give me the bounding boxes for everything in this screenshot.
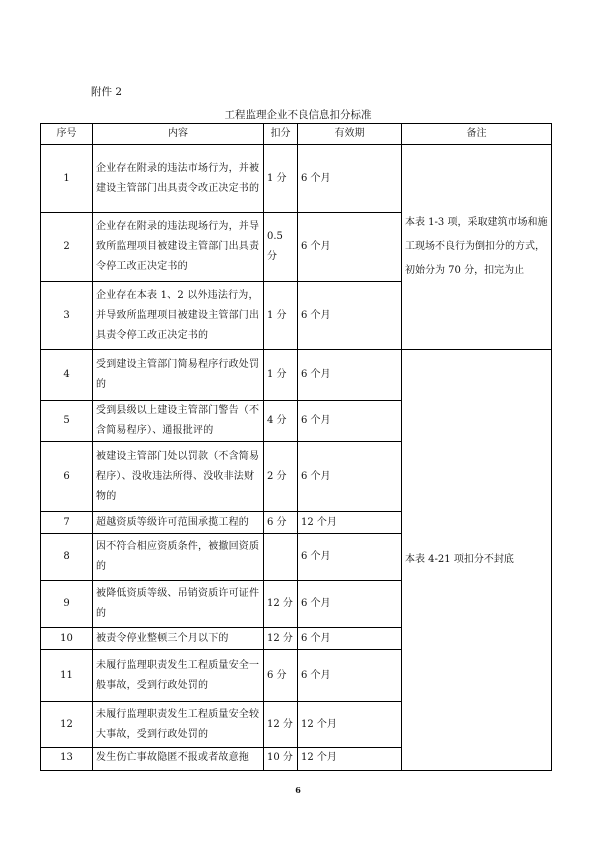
row-content: 发生伤亡事故隐匿不报或者故意拖: [93, 748, 264, 771]
row-content: 被责令停业整顿三个月以下的: [93, 628, 264, 650]
remark-group-1: [402, 145, 552, 350]
table-title: 工程监理企业不良信息扣分标准: [224, 109, 372, 121]
row-content: 被降低资质等级、吊销资质许可证件的: [93, 581, 264, 628]
table-header-row: [41, 124, 552, 145]
row-index: 7: [41, 512, 93, 534]
row-validity: 12 个月: [298, 702, 402, 748]
row-validity: 6 个月: [298, 650, 402, 702]
row-deduction: 0.5 分: [264, 213, 298, 282]
row-index: 3: [41, 282, 93, 350]
remark-text: 本表 4-21 项扣分不封底: [405, 554, 514, 565]
row-deduction: 1 分: [264, 350, 298, 401]
row-index: 4: [41, 350, 93, 401]
row-validity: 6 个月: [298, 534, 402, 581]
header-content: 内容: [93, 124, 264, 145]
row-index: 13: [41, 748, 93, 771]
row-validity: 12 个月: [298, 512, 402, 534]
row-validity: 6 个月: [298, 213, 402, 282]
row-index: 8: [41, 534, 93, 581]
row-deduction: [264, 534, 298, 581]
row-content: 被建设主管部门处以罚款（不含简易程序）、没收违法所得、没收非法财物的: [93, 442, 264, 512]
row-deduction: 10 分: [264, 748, 298, 771]
row-index: 2: [41, 213, 93, 282]
row-validity: 12 个月: [298, 748, 402, 771]
row-index: 1: [41, 145, 93, 213]
row-deduction: 6 分: [264, 512, 298, 534]
row-deduction: 1 分: [264, 145, 298, 213]
header-index: 序号: [41, 124, 93, 145]
row-validity: 6 个月: [298, 145, 402, 213]
row-content: 超越资质等级许可范围承揽工程的: [93, 512, 264, 534]
row-content: 未履行监理职责发生工程质量安全较大事故，受到行政处罚的: [93, 702, 264, 748]
table-row: [41, 350, 552, 401]
row-validity: 6 个月: [298, 628, 402, 650]
row-validity: 6 个月: [298, 442, 402, 512]
row-index: 11: [41, 650, 93, 702]
row-index: 6: [41, 442, 93, 512]
header-remark: 备注: [402, 124, 552, 145]
table-row: [41, 145, 552, 213]
row-index: 12: [41, 702, 93, 748]
deduction-standard-table: [40, 123, 552, 771]
row-index: 10: [41, 628, 93, 650]
row-deduction: 6 分: [264, 650, 298, 702]
row-content: 企业存在附录的违法现场行为，并导致所监理项目被建设主管部门出具责令停工改正决定书的: [93, 213, 264, 282]
row-validity: 6 个月: [298, 401, 402, 442]
row-deduction: 12 分: [264, 628, 298, 650]
row-content: 未履行监理职责发生工程质量安全一般事故，受到行政处罚的: [93, 650, 264, 702]
row-content: 因不符合相应资质条件，被撤回资质的: [93, 534, 264, 581]
attachment-label: 附件 2: [91, 86, 123, 98]
header-deduction: 扣分: [264, 124, 298, 145]
row-validity: 6 个月: [298, 350, 402, 401]
row-validity: 6 个月: [298, 282, 402, 350]
row-index: 5: [41, 401, 93, 442]
row-content: 企业存在附录的违法市场行为，并被建设主管部门出具责令改正决定书的: [93, 145, 264, 213]
remark-group-2: [402, 350, 552, 771]
row-content: 受到县级以上建设主管部门警告（不含简易程序）、通报批评的: [93, 401, 264, 442]
remark-text: 本表 1-3 项，采取建筑市场和施工现场不良行为倒扣分的方式，初始分为 70 分，扣完为止: [405, 217, 548, 276]
row-deduction: 12 分: [264, 581, 298, 628]
row-deduction: 12 分: [264, 702, 298, 748]
row-deduction: 1 分: [264, 282, 298, 350]
row-index: 9: [41, 581, 93, 628]
page-number: 6: [295, 785, 301, 795]
row-content: 受到建设主管部门简易程序行政处罚的: [93, 350, 264, 401]
row-deduction: 4 分: [264, 401, 298, 442]
header-validity: 有效期: [298, 124, 402, 145]
row-deduction: 2 分: [264, 442, 298, 512]
row-validity: 6 个月: [298, 581, 402, 628]
row-content: 企业存在本表 1、2 以外违法行为，并导致所监理项目被建设主管部门出具责令停工改正决定书的: [93, 282, 264, 350]
